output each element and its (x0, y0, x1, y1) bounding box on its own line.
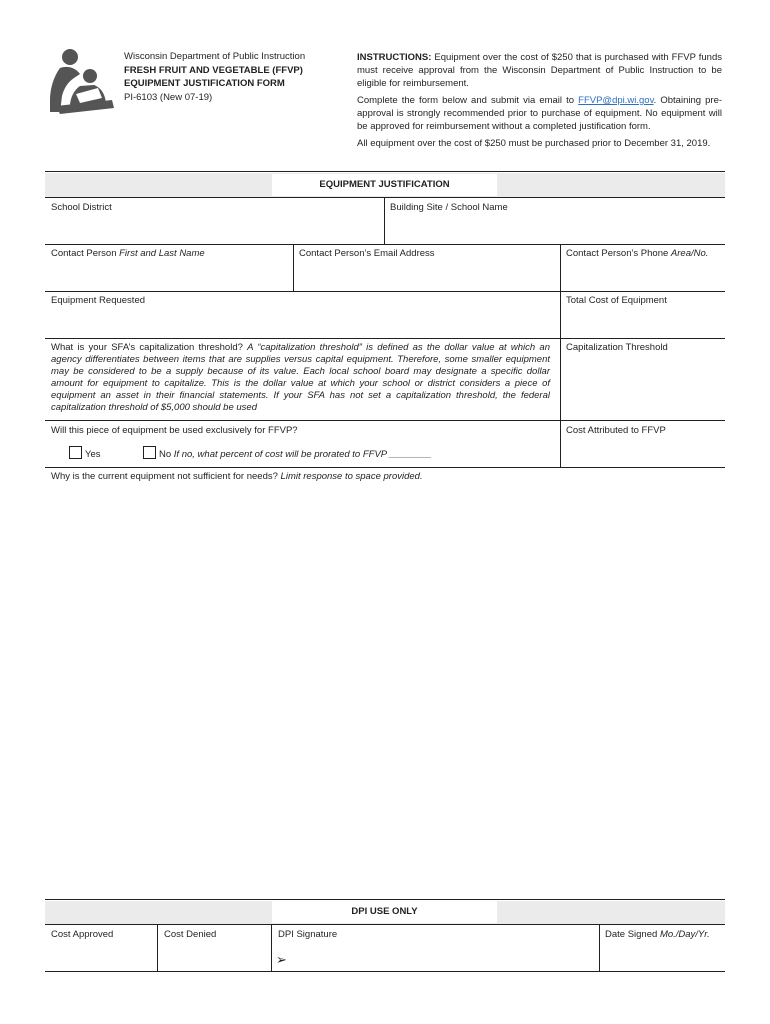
row-divider (45, 244, 725, 245)
col-divider (560, 420, 561, 467)
email-link[interactable]: FFVP@dpi.wi.gov (578, 95, 654, 106)
col-divider (599, 924, 600, 971)
row-divider (45, 924, 725, 925)
dpi-use-only-title: DPI USE ONLY (272, 901, 497, 923)
col-divider (560, 291, 561, 338)
form-title-line1: FRESH FRUIT AND VEGETABLE (FFVP) (124, 65, 303, 76)
no-label-group (159, 449, 432, 461)
row-divider (45, 197, 725, 198)
school-district-label: School District (51, 202, 112, 213)
col-divider (560, 338, 561, 420)
total-cost-label: Total Cost of Equipment (566, 295, 667, 306)
instructions-text2b: . Obtaining pre-approval is strongly recommended prior to purchase of equipment. No equipment will be approved for reimbursement without a completed justification form. (357, 95, 723, 132)
exclusive-use-question: Will this piece of equipment be used exclusively for FFVP? (51, 425, 298, 436)
table-top-border (45, 171, 725, 172)
equipment-requested-label: Equipment Requested (51, 295, 146, 306)
dpi-signature-label: DPI Signature (278, 929, 338, 940)
instructions-block (357, 51, 722, 154)
cost-approved-label: Cost Approved (51, 929, 114, 940)
cost-denied-label: Cost Denied (164, 929, 217, 940)
dpi-reading-logo-icon (46, 48, 116, 114)
instructions-label: INSTRUCTIONS: (357, 52, 432, 63)
instructions-para1 (357, 51, 722, 90)
why-insufficient-question (51, 471, 423, 483)
date-signed-hint: Mo./Day/Yr. (659, 929, 710, 940)
agency-name: Wisconsin Department of Public Instruction (124, 51, 306, 62)
capitalization-question (51, 342, 550, 413)
contact-phone-label (566, 248, 708, 260)
col-divider (560, 244, 561, 291)
equipment-justification-title: EQUIPMENT JUSTIFICATION (272, 174, 497, 196)
dpi-table-top-border (45, 899, 725, 900)
date-signed-text: Date Signed (605, 929, 658, 940)
capitalization-threshold-label: Capitalization Threshold (566, 342, 668, 353)
form-number: PI-6103 (New 07-19) (124, 92, 213, 103)
contact-phone-hint: Area/No. (670, 248, 709, 259)
contact-person-hint: First and Last Name (119, 248, 205, 259)
col-divider (157, 924, 158, 971)
yes-checkbox[interactable] (69, 446, 82, 459)
form-title-line2: EQUIPMENT JUSTIFICATION FORM (124, 78, 285, 89)
dpi-table-bottom-border (45, 971, 725, 972)
instructions-para3: All equipment over the cost of $250 must be purchased prior to December 31, 2019. (357, 138, 711, 149)
row-divider (45, 420, 725, 421)
contact-email-label: Contact Person’s Email Address (299, 248, 435, 259)
row-divider (45, 291, 725, 292)
row-divider (45, 467, 725, 468)
instructions-text2a: Complete the form below and submit via email to (357, 95, 575, 106)
yes-label: Yes (85, 449, 101, 460)
no-label: No (159, 449, 172, 460)
no-checkbox[interactable] (143, 446, 156, 459)
contact-person-text: Contact Person (51, 248, 117, 259)
building-site-label: Building Site / School Name (390, 202, 508, 213)
instructions-text1: Equipment over the cost of $250 that is purchased with FFVP funds must receive approval from the Wisconsin Department of Public Instruction to be eligible for reimbursement. (357, 52, 723, 89)
col-divider (271, 924, 272, 971)
cap-explanation-text: A “capitalization threshold” is defined as the dollar value at which an agency differentiates between items that are supplies versus capital equipment. Therefore, some smaller equipment may be considered to be a supply because of its value. Each local school board may designate a specific dollar amount for equipment to capitalize. This is the dollar value at which your school or district considers a piece of equipment an asset in their financial statements. If your SFA has not set a capitalization threshold, the federal capitalization threshold of $5,000 should be used (51, 342, 551, 413)
contact-phone-text: Contact Person’s Phone (566, 248, 669, 259)
cost-attributed-label: Cost Attributed to FFVP (566, 425, 666, 436)
signature-arrow-icon[interactable]: ➢ (276, 952, 287, 967)
date-signed-label (605, 929, 710, 941)
col-divider (293, 244, 294, 291)
row-divider (45, 338, 725, 339)
contact-person-label (51, 248, 205, 260)
cap-question-text: What is your SFA’s capitalization threshold? (51, 342, 243, 353)
why-hint: Limit response to space provided. (280, 471, 423, 482)
no-hint: If no, what percent of cost will be prorated to FFVP ________ (173, 449, 432, 460)
instructions-para2 (357, 94, 722, 133)
col-divider (384, 197, 385, 244)
why-question-text: Why is the current equipment not sufficient for needs? (51, 471, 278, 482)
